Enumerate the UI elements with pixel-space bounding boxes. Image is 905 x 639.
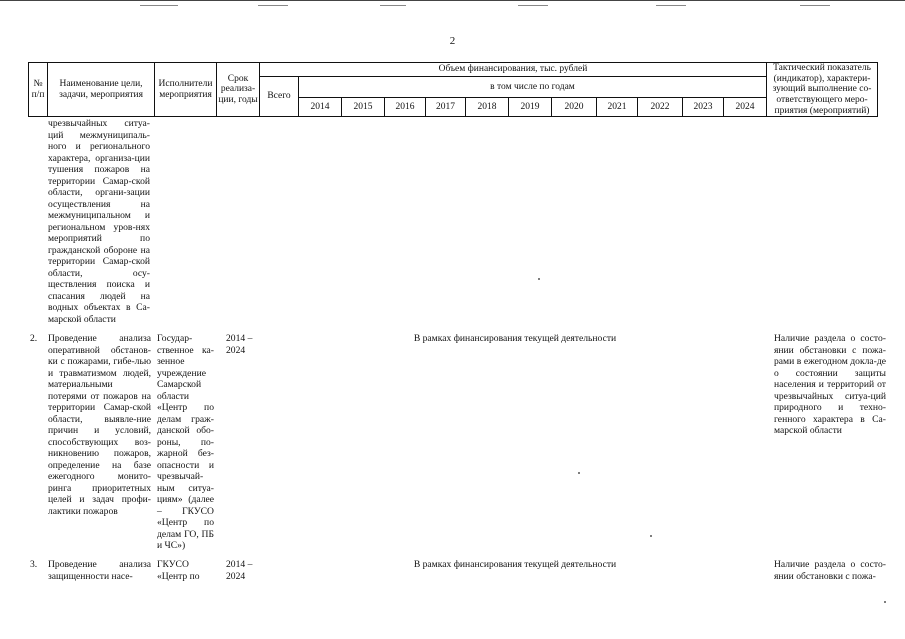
scan-dash-mark <box>140 5 178 6</box>
header-term: Срок реализа-ции, годы <box>217 63 260 117</box>
table-header <box>28 62 878 117</box>
page-number: 2 <box>449 35 456 47</box>
scan-dash-mark <box>258 5 288 6</box>
scan-dash-mark <box>380 5 406 6</box>
row-executor: ГКУСО «Центр по <box>157 559 200 582</box>
continued-name-cell: чрезвычайных ситуа-ций межмуниципаль-ного и регионального характера, организа-ции тушения пожаров на территории Самар-ской области, органи-зации осуществления на межмуниципальном и региональном уров-нях мероприятий по гражданской обороне на территории Самар-ской области, осу-ществления поиска и спасания людей на водных объектах в Са-марской области <box>48 118 150 325</box>
header-num: № п/п <box>29 63 48 117</box>
scan-speck <box>578 472 580 474</box>
row-financing: В рамках финансирования текущей деятельности <box>413 333 617 344</box>
header-year: 2022 <box>638 98 683 117</box>
header-total: Всего <box>260 77 299 117</box>
scan-speck <box>538 278 540 280</box>
header-year: 2024 <box>724 98 767 117</box>
page-top-border <box>0 0 905 5</box>
row-executor: Государ-ственное ка-зенное учреждение Самарской области «Центр по делам граж-данской обо-роны, по-жарной без-опасности и чрезвычай-ным ситуа-циям» (далее – ГКУСО «Центр по делам ГО, ПБ и ЧС») <box>157 333 214 551</box>
header-year: 2020 <box>552 98 597 117</box>
header-name: Наименование цели, задачи, мероприятия <box>48 63 155 117</box>
header-year: 2014 <box>299 98 342 117</box>
header-year: 2021 <box>597 98 638 117</box>
row-name: Проведение анализа оперативной обстанов-ки с пожарами, гибе-лью и травматизмом людей, материальными потерями от пожаров на территории Самар-ской области, выявле-ние причин и условий, способствующих воз-никновению пожаров, определение на базе ежегодного монито-ринга приоритетных целей и задач профи-лактики пожаров <box>48 333 151 517</box>
scan-speck <box>650 535 652 537</box>
header-year: 2017 <box>426 98 466 117</box>
header-year: 2015 <box>342 98 385 117</box>
row-term: 2014 – 2024 <box>226 559 253 582</box>
row-indicator: Наличие раздела о состо-янии обстановки с пожа- <box>774 559 886 582</box>
scan-speck <box>884 601 886 603</box>
row-number: 3. <box>30 559 38 570</box>
header-year: 2016 <box>385 98 426 117</box>
header-financing: Объем финансирования, тыс. рублей <box>260 63 767 77</box>
scan-dash-mark <box>800 5 830 6</box>
scan-dash-mark <box>518 5 548 6</box>
header-year: 2023 <box>683 98 724 117</box>
header-year: 2018 <box>466 98 509 117</box>
row-term: 2014 – 2024 <box>226 333 253 356</box>
row-indicator: Наличие раздела о состо-янии обстановки с пожа-рами в ежегодном докла-де о состоянии защиты населения и территорий от чрезвычайных ситуа-ций природного и техно-генного характера в Са-марской области <box>774 333 886 436</box>
row-name: Проведение анализа защищенности насе- <box>48 559 151 582</box>
row-financing: В рамках финансирования текущей деятельности <box>413 559 617 570</box>
row-number: 2. <box>30 333 38 344</box>
header-executors: Исполнители мероприятия <box>155 63 217 117</box>
header-year: 2019 <box>509 98 552 117</box>
header-indicator: Тактический показатель (индикатор), характери-зующий выполнение со-ответствующего меро-приятия (мероприятий) <box>767 63 878 117</box>
scan-dash-mark <box>656 5 686 6</box>
header-by-years: в том числе по годам <box>299 77 767 98</box>
